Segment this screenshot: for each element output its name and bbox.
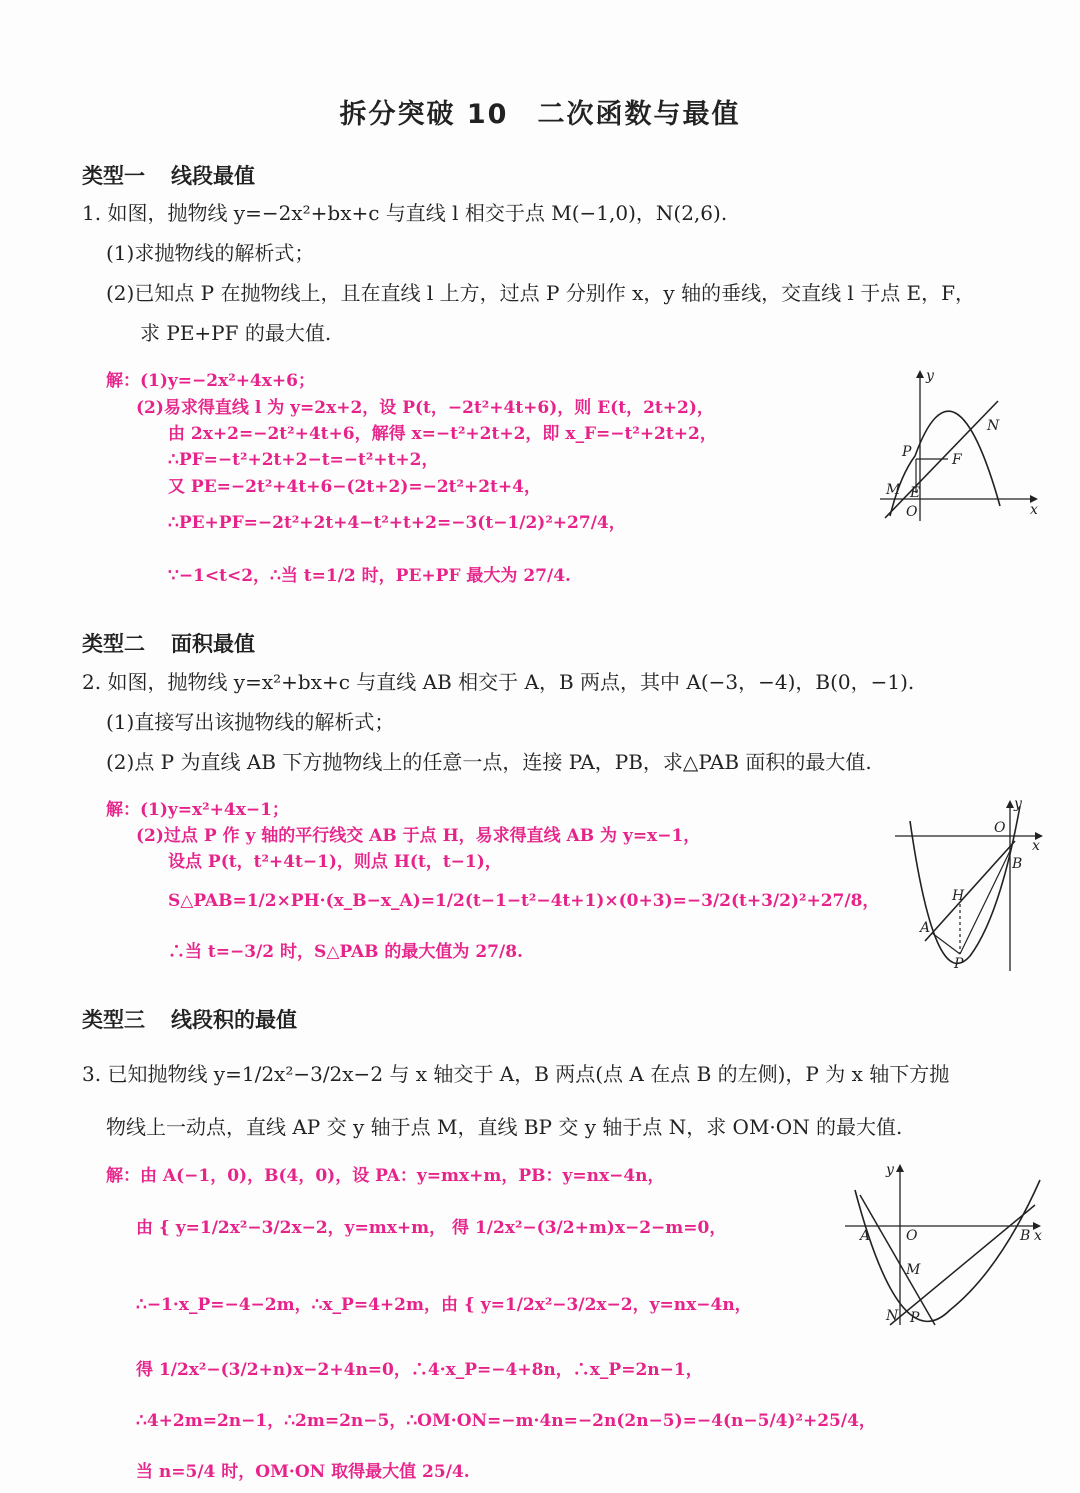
q1-figure: [870, 366, 1050, 526]
q3-figure: [840, 1160, 1050, 1330]
section-name: 面积最值: [171, 632, 255, 656]
section-heading-3: [82, 1004, 297, 1034]
q3-solution-line: 当 n=5/4 时，OM·ON 取得最大值 25/4.: [136, 1462, 470, 1482]
q3-solution-line: 解：由 A(−1，0)，B(4，0)，设 PA：y=mx+m，PB：y=nx−4n，: [106, 1166, 665, 1186]
segment-pa: [932, 933, 960, 954]
label-o: O: [906, 504, 918, 520]
q3-solution-line: ∴4+2m=2n−1，∴2m=2n−5，∴OM·ON=−m·4n=−2n(2n−5)=−4(n−5/4)²+25/4，: [136, 1411, 876, 1431]
label-p: P: [902, 444, 912, 460]
label-m: M: [886, 482, 901, 498]
question-3-stem-cont: 物线上一动点，直线 AP 交 y 轴于点 M，直线 BP 交 y 轴于点 N，求 OM·ON 的最大值.: [106, 1115, 903, 1139]
label-m: M: [906, 1262, 921, 1278]
label-e: E: [910, 485, 921, 501]
q1-solution-line: 又 PE=−2t²+4t+6−(2t+2)=−2t²+2t+4，: [168, 477, 541, 497]
label-p: P: [954, 956, 964, 972]
page-title: 拆分突破 10 二次函数与最值: [339, 99, 741, 130]
label-b: B: [1012, 856, 1023, 872]
q1-solution-line: 由 2x+2=−2t²+4t+6，解得 x=−t²+2t+2，即 x_F=−t²+2t+2，: [168, 424, 717, 444]
label-a: A: [860, 1228, 871, 1244]
question-1-stem: 1. 如图，抛物线 y=−2x²+bx+c 与直线 l 相交于点 M(−1,0)，N(2,6).: [82, 201, 728, 225]
label-o: O: [994, 820, 1006, 836]
section-name: 线段积的最值: [171, 1008, 297, 1032]
label-x: x: [1032, 838, 1040, 854]
q2-solution-line: 设点 P(t，t²+4t−1)，则点 H(t，t−1)，: [168, 852, 502, 872]
section-label: 类型二: [82, 632, 145, 656]
question-2-part-1: (1)直接写出该抛物线的解析式；: [106, 710, 395, 734]
label-n: N: [987, 418, 1000, 434]
segment-pb: [960, 851, 1010, 954]
line-ab: [925, 841, 1015, 941]
label-a: A: [920, 920, 931, 936]
label-y: y: [1014, 796, 1022, 812]
question-2-part-2: (2)点 P 为直线 AB 下方抛物线上的任意一点，连接 PA，PB，求△PAB 面积的最大值.: [106, 750, 872, 774]
label-y: y: [926, 368, 934, 384]
q2-solution-line: 解：(1)y=x²+4x−1；: [106, 800, 289, 820]
label-n: N: [886, 1308, 899, 1324]
question-3-stem: 3. 已知抛物线 y=1/2x²−3/2x−2 与 x 轴交于 A，B 两点(点 A 在点 B 的左侧)，P 为 x 轴下方抛: [82, 1062, 950, 1086]
question-1-part-2-cont: 求 PE+PF 的最大值.: [140, 321, 332, 345]
section-name: 线段最值: [171, 164, 255, 188]
section-heading-2: [82, 628, 255, 658]
y-axis-arrow: [896, 1164, 904, 1172]
y-axis-arrow: [1006, 800, 1014, 808]
section-label: 类型三: [82, 1008, 145, 1032]
question-1-part-1: (1)求抛物线的解析式；: [106, 241, 315, 265]
q1-solution-line: (2)易求得直线 l 为 y=2x+2，设 P(t，−2t²+4t+6)，则 E(t，2t+2)，: [136, 398, 714, 418]
label-h: H: [952, 888, 965, 904]
label-o: O: [906, 1228, 918, 1244]
q2-figure: [890, 796, 1050, 976]
y-axis-arrow: [916, 370, 924, 378]
question-1-part-2: (2)已知点 P 在抛物线上，且在直线 l 上方，过点 P 分别作 x，y 轴的垂线，交直线 l 于点 E，F，: [106, 281, 976, 305]
question-2-stem: 2. 如图，抛物线 y=x²+bx+c 与直线 AB 相交于 A，B 两点，其中 A(−3，−4)，B(0，−1).: [82, 670, 915, 694]
label-p: P: [910, 1310, 920, 1326]
q2-solution-line: ∴当 t=−3/2 时，S△PAB 的最大值为 27/8.: [168, 942, 523, 962]
line-ap: [860, 1195, 935, 1325]
label-x: x: [1034, 1228, 1042, 1244]
section-heading-1: [82, 160, 255, 190]
q3-solution-line: 由 { y=1/2x²−3/2x−2，y=mx+m， 得 1/2x²−(3/2+m)x−2−m=0，: [136, 1218, 727, 1238]
q1-solution-line: 解：(1)y=−2x²+4x+6；: [106, 371, 315, 391]
label-f: F: [952, 452, 962, 468]
q2-solution-line: S△PAB=1/2×PH·(x_B−x_A)=1/2(t−1−t²−4t+1)×(0+3)=−3/2(t+3/2)²+27/8，: [168, 891, 880, 911]
q2-solution-line: (2)过点 P 作 y 轴的平行线交 AB 于点 H，易求得直线 AB 为 y=x−1，: [136, 826, 701, 846]
section-label: 类型一: [82, 164, 145, 188]
parabola: [890, 411, 1000, 516]
label-b: B: [1020, 1228, 1031, 1244]
parabola: [855, 1180, 1040, 1321]
q3-solution-line: 得 1/2x²−(3/2+n)x−2+4n=0，∴4·x_P=−4+8n，∴x_P=2n−1，: [136, 1360, 703, 1380]
q3-solution-line: ∴−1·x_P=−4−2m，∴x_P=4+2m，由 { y=1/2x²−3/2x−2，y=nx−4n，: [136, 1295, 752, 1315]
q1-solution-line: ∵−1<t<2，∴当 t=1/2 时，PE+PF 最大为 27/4.: [168, 566, 571, 586]
q1-solution-line: ∴PF=−t²+2t+2−t=−t²+t+2，: [168, 450, 439, 470]
q1-solution-line: ∴PE+PF=−2t²+2t+4−t²+t+2=−3(t−1/2)²+27/4，: [168, 513, 626, 533]
label-x: x: [1030, 502, 1038, 518]
label-y: y: [886, 1162, 894, 1178]
